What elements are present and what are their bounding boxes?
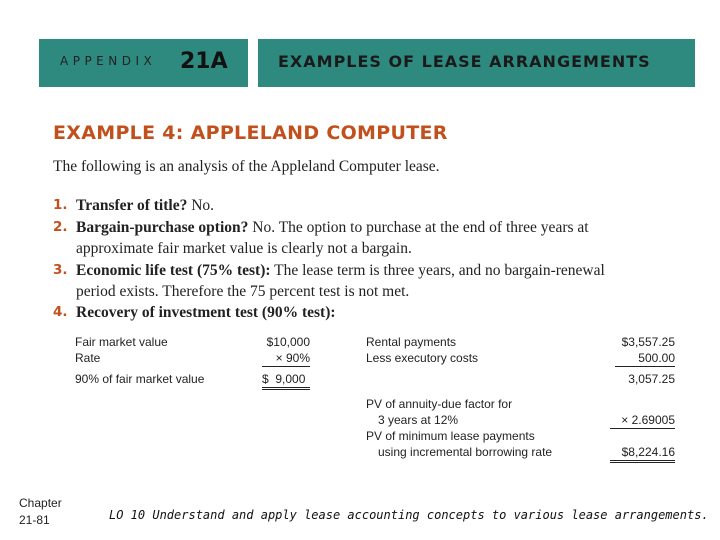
executory-label: Less executory costs	[366, 351, 479, 365]
calc-value: $10,000	[266, 335, 310, 349]
test-title: Bargain-purchase option?	[76, 219, 249, 236]
calc-label: Fair market value	[75, 335, 168, 349]
test-number: 2.	[53, 219, 68, 235]
rental-label: Rental payments	[366, 335, 457, 349]
test-number: 4.	[53, 304, 68, 320]
appendix-label: APPENDIX	[60, 54, 157, 68]
test-number: 1.	[53, 197, 68, 213]
calc-label: 90% of fair market value	[75, 372, 205, 386]
test-text: The lease term is three years, and no bargain-renewal	[270, 262, 605, 279]
pv-factor-label: PV of annuity-due factor for	[366, 397, 513, 411]
rental-value: $3,557.25	[621, 335, 675, 349]
intro-text: The following is an analysis of the Appleland Computer lease.	[53, 158, 440, 175]
test-item	[76, 260, 605, 281]
calc-value: × 90%	[262, 350, 310, 367]
test-item	[76, 217, 589, 238]
page-title: EXAMPLES OF LEASE ARRANGEMENTS	[278, 52, 651, 71]
net-rental-value: 3,057.25	[628, 372, 675, 386]
pv-min-label-2: using incremental borrowing rate	[378, 445, 553, 459]
page-number: 21-81	[19, 513, 50, 527]
test-title: Recovery of investment test (90% test):	[76, 304, 336, 321]
test-text: No.	[187, 197, 215, 214]
test-title: Economic life test (75% test):	[76, 262, 271, 279]
calc-label: Rate	[75, 351, 101, 365]
test-text-continued: period exists. Therefore the 75 percent test is not met.	[76, 283, 410, 300]
executory-value: 500.00	[615, 350, 675, 367]
test-title: Transfer of title?	[76, 197, 188, 214]
test-text-continued: approximate fair market value is clearly not a bargain.	[76, 240, 412, 257]
test-item	[76, 302, 336, 323]
pv-factor-value: × 2.69005	[610, 412, 675, 429]
chapter-info	[19, 495, 62, 529]
example-heading: EXAMPLE 4: APPLELAND COMPUTER	[53, 122, 448, 144]
chapter-label: Chapter	[19, 496, 62, 510]
pv-min-value: $8,224.16	[610, 444, 675, 463]
learning-objective: LO 10 Understand and apply lease accounting concepts to various lease arrangements.	[109, 508, 709, 522]
test-item	[76, 195, 214, 216]
calc-value: $ 9,000	[262, 371, 310, 390]
test-text: No. The option to purchase at the end of three years at	[248, 219, 589, 236]
test-number: 3.	[53, 262, 68, 278]
appendix-number: 21A	[180, 49, 228, 74]
pv-factor-label-2: 3 years at 12%	[378, 413, 459, 427]
pv-min-label: PV of minimum lease payments	[366, 429, 535, 443]
